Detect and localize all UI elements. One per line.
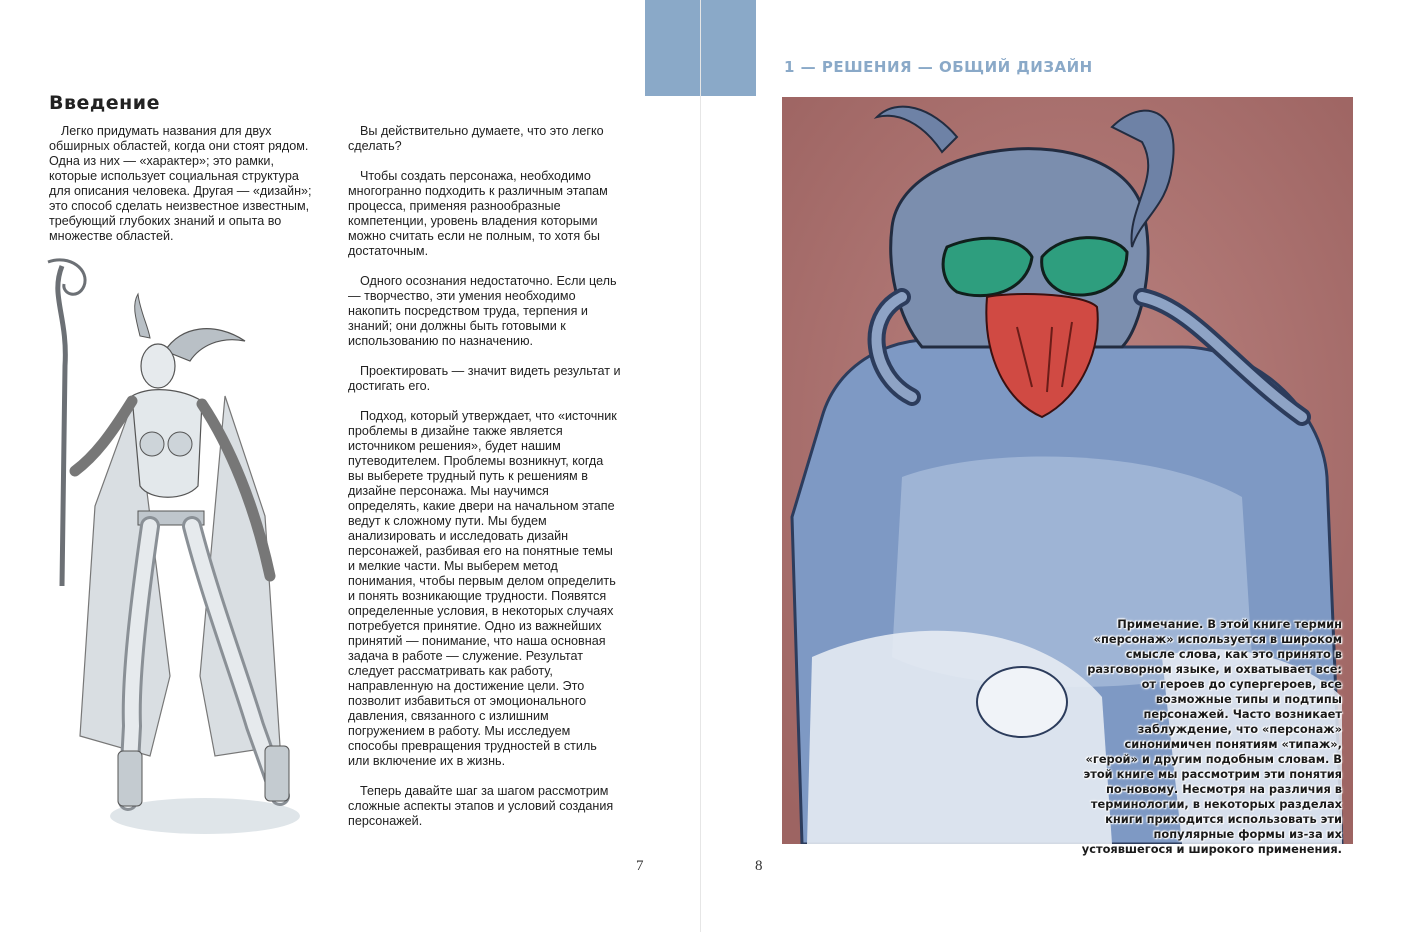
character-sketch-illustration	[40, 256, 325, 851]
body-paragraph: Вы действительно думаете, что это легко сделать?	[348, 124, 604, 153]
intro-paragraph: Легко придумать названия для двух обширных областей, когда они стоят рядом. Одна из них — «характер»; это рамки, которые использует социальная структура для описания человека. Другая — «дизайн»; это способ сделать неизвестное известным, требующий глубоких знаний и опыта во множестве областей.	[49, 124, 312, 243]
page-gutter	[700, 0, 701, 932]
right-page-tab	[701, 0, 756, 96]
body-paragraph: Подход, который утверждает, что «источник проблемы в дизайне также является источником решения», будет нашим путеводителем. Проблемы возникнут, когда вы выберете трудный путь к решениям в дизайне персонажа. Мы научимся определять, какие двери на начальном этапе ведут к сложному пути. Мы будем анализировать и исследовать дизайн персонажей, разбивая его на понятные темы и мелкие части. Мы выберем метод понимания, чтобы первым делом определить и понять возникающие трудности. Появятся определенные условия, в некоторых случаях потребуется принятие. Одно из важнейших принятий — понимание, что наша основная задача в работе — служение. Результат следует рассматривать как работу, направленную на достижение цели. Это позволит избавиться от эмоционального давления, связанного с излишним погружением в работу. Мы исследуем способы превращения трудностей в стиль или включение их в жизнь.	[348, 409, 617, 768]
body-paragraph: Теперь давайте шаг за шагом рассмотрим сложные аспекты этапов и условий создания персонажей.	[348, 784, 614, 828]
intro-column	[49, 124, 323, 259]
footnote-note: Примечание. В этой книге термин «персонаж» используется в широком смысле слова, как это принято в разговорном языке, и охватывает все: от героев до супергероев, все возможные типы и подтипы персонажей. Часто возникает заблуждение, что «персонаж» синонимичен понятиям «типаж», «герой» и другим подобным словам. В этой книге мы рассмотрим эти понятия по-новому. Несмотря на различия в терминологии, в некоторых разделах книги приходится использовать эти популярные формы из-за их устоявшегося и широкого применения.	[1081, 617, 1342, 856]
body-paragraph: Одного осознания недостаточно. Если цель — творчество, эти умения необходимо накопить посредством труда, терпения и знаний; они должны быть готовыми к использованию по назначению.	[348, 274, 617, 348]
chapter-title: 1 — РЕШЕНИЯ — ОБЩИЙ ДИЗАЙН	[784, 58, 1093, 76]
body-paragraph: Проектировать — значит видеть результат и достигать его.	[348, 364, 621, 393]
body-column	[348, 124, 621, 844]
page-title: Введение	[49, 92, 160, 114]
left-page-tab	[645, 0, 700, 96]
page-number-right: 8	[755, 858, 763, 874]
body-paragraph: Чтобы создать персонажа, необходимо многогранно подходить к различным этапам процесса, применяя разнообразные компетенции, уровень владения которыми можно считать если не полным, то хотя бы достаточным.	[348, 169, 608, 258]
page-number-left: 7	[636, 858, 644, 874]
